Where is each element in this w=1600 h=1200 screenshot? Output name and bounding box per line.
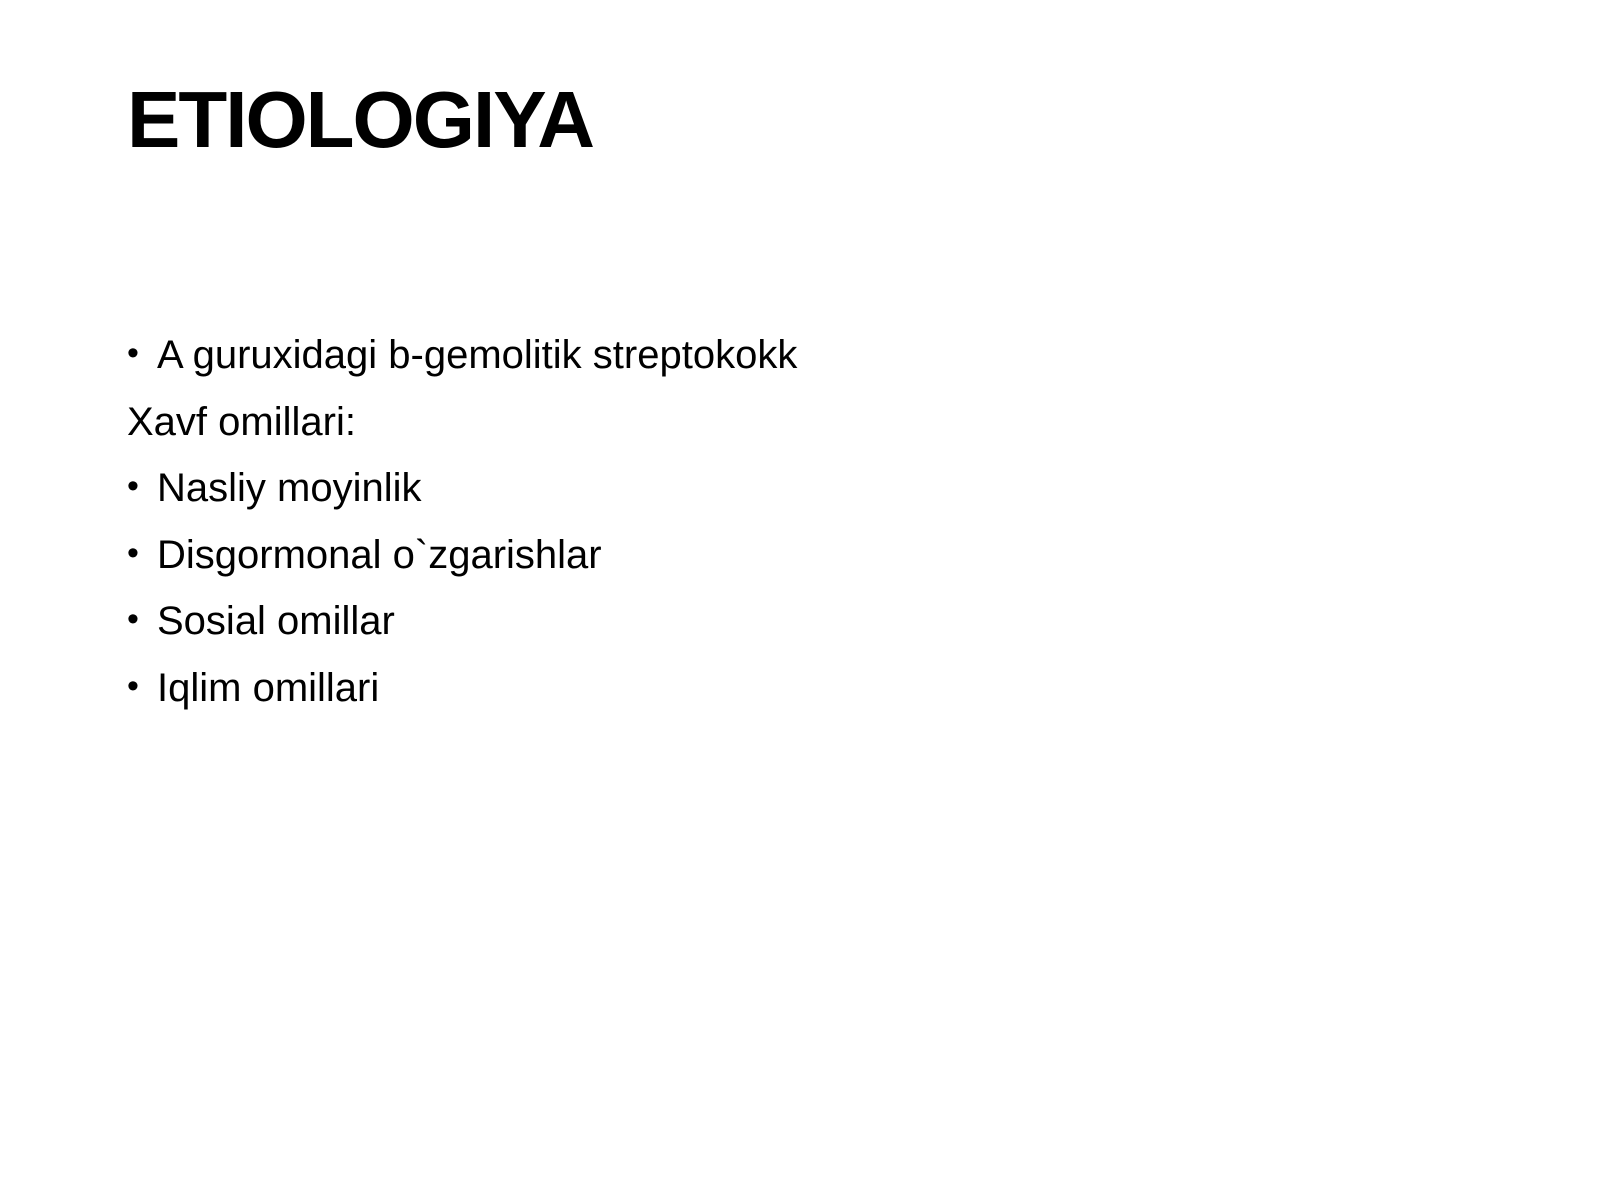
list-item-social [127,588,1427,655]
slide-title: ETIOLOGIYA [127,75,594,164]
bullet-icon: • [127,533,139,572]
list-item-streptococcus [127,322,1427,389]
list-item-climate [127,655,1427,722]
slide-body [127,322,1427,721]
list-item-text: Nasliy moyinlik [157,466,422,510]
bullet-icon: • [127,334,139,372]
list-item-heredity [127,455,1427,522]
list-item-hormonal [127,522,1427,589]
heading-text: Xavf omillari: [127,399,356,444]
bullet-icon: • [127,600,139,638]
list-item-text: Disgormonal o`zgarishlar [157,532,602,577]
risk-factors-heading [127,389,1427,456]
list-item-text: Iqlim omillari [157,665,380,710]
bullet-icon: • [127,666,139,705]
list-item-text: A guruxidagi b-gemolitik streptokokk [157,333,798,377]
list-item-text: Sosial omillar [157,599,395,643]
bullet-icon: • [127,467,139,505]
